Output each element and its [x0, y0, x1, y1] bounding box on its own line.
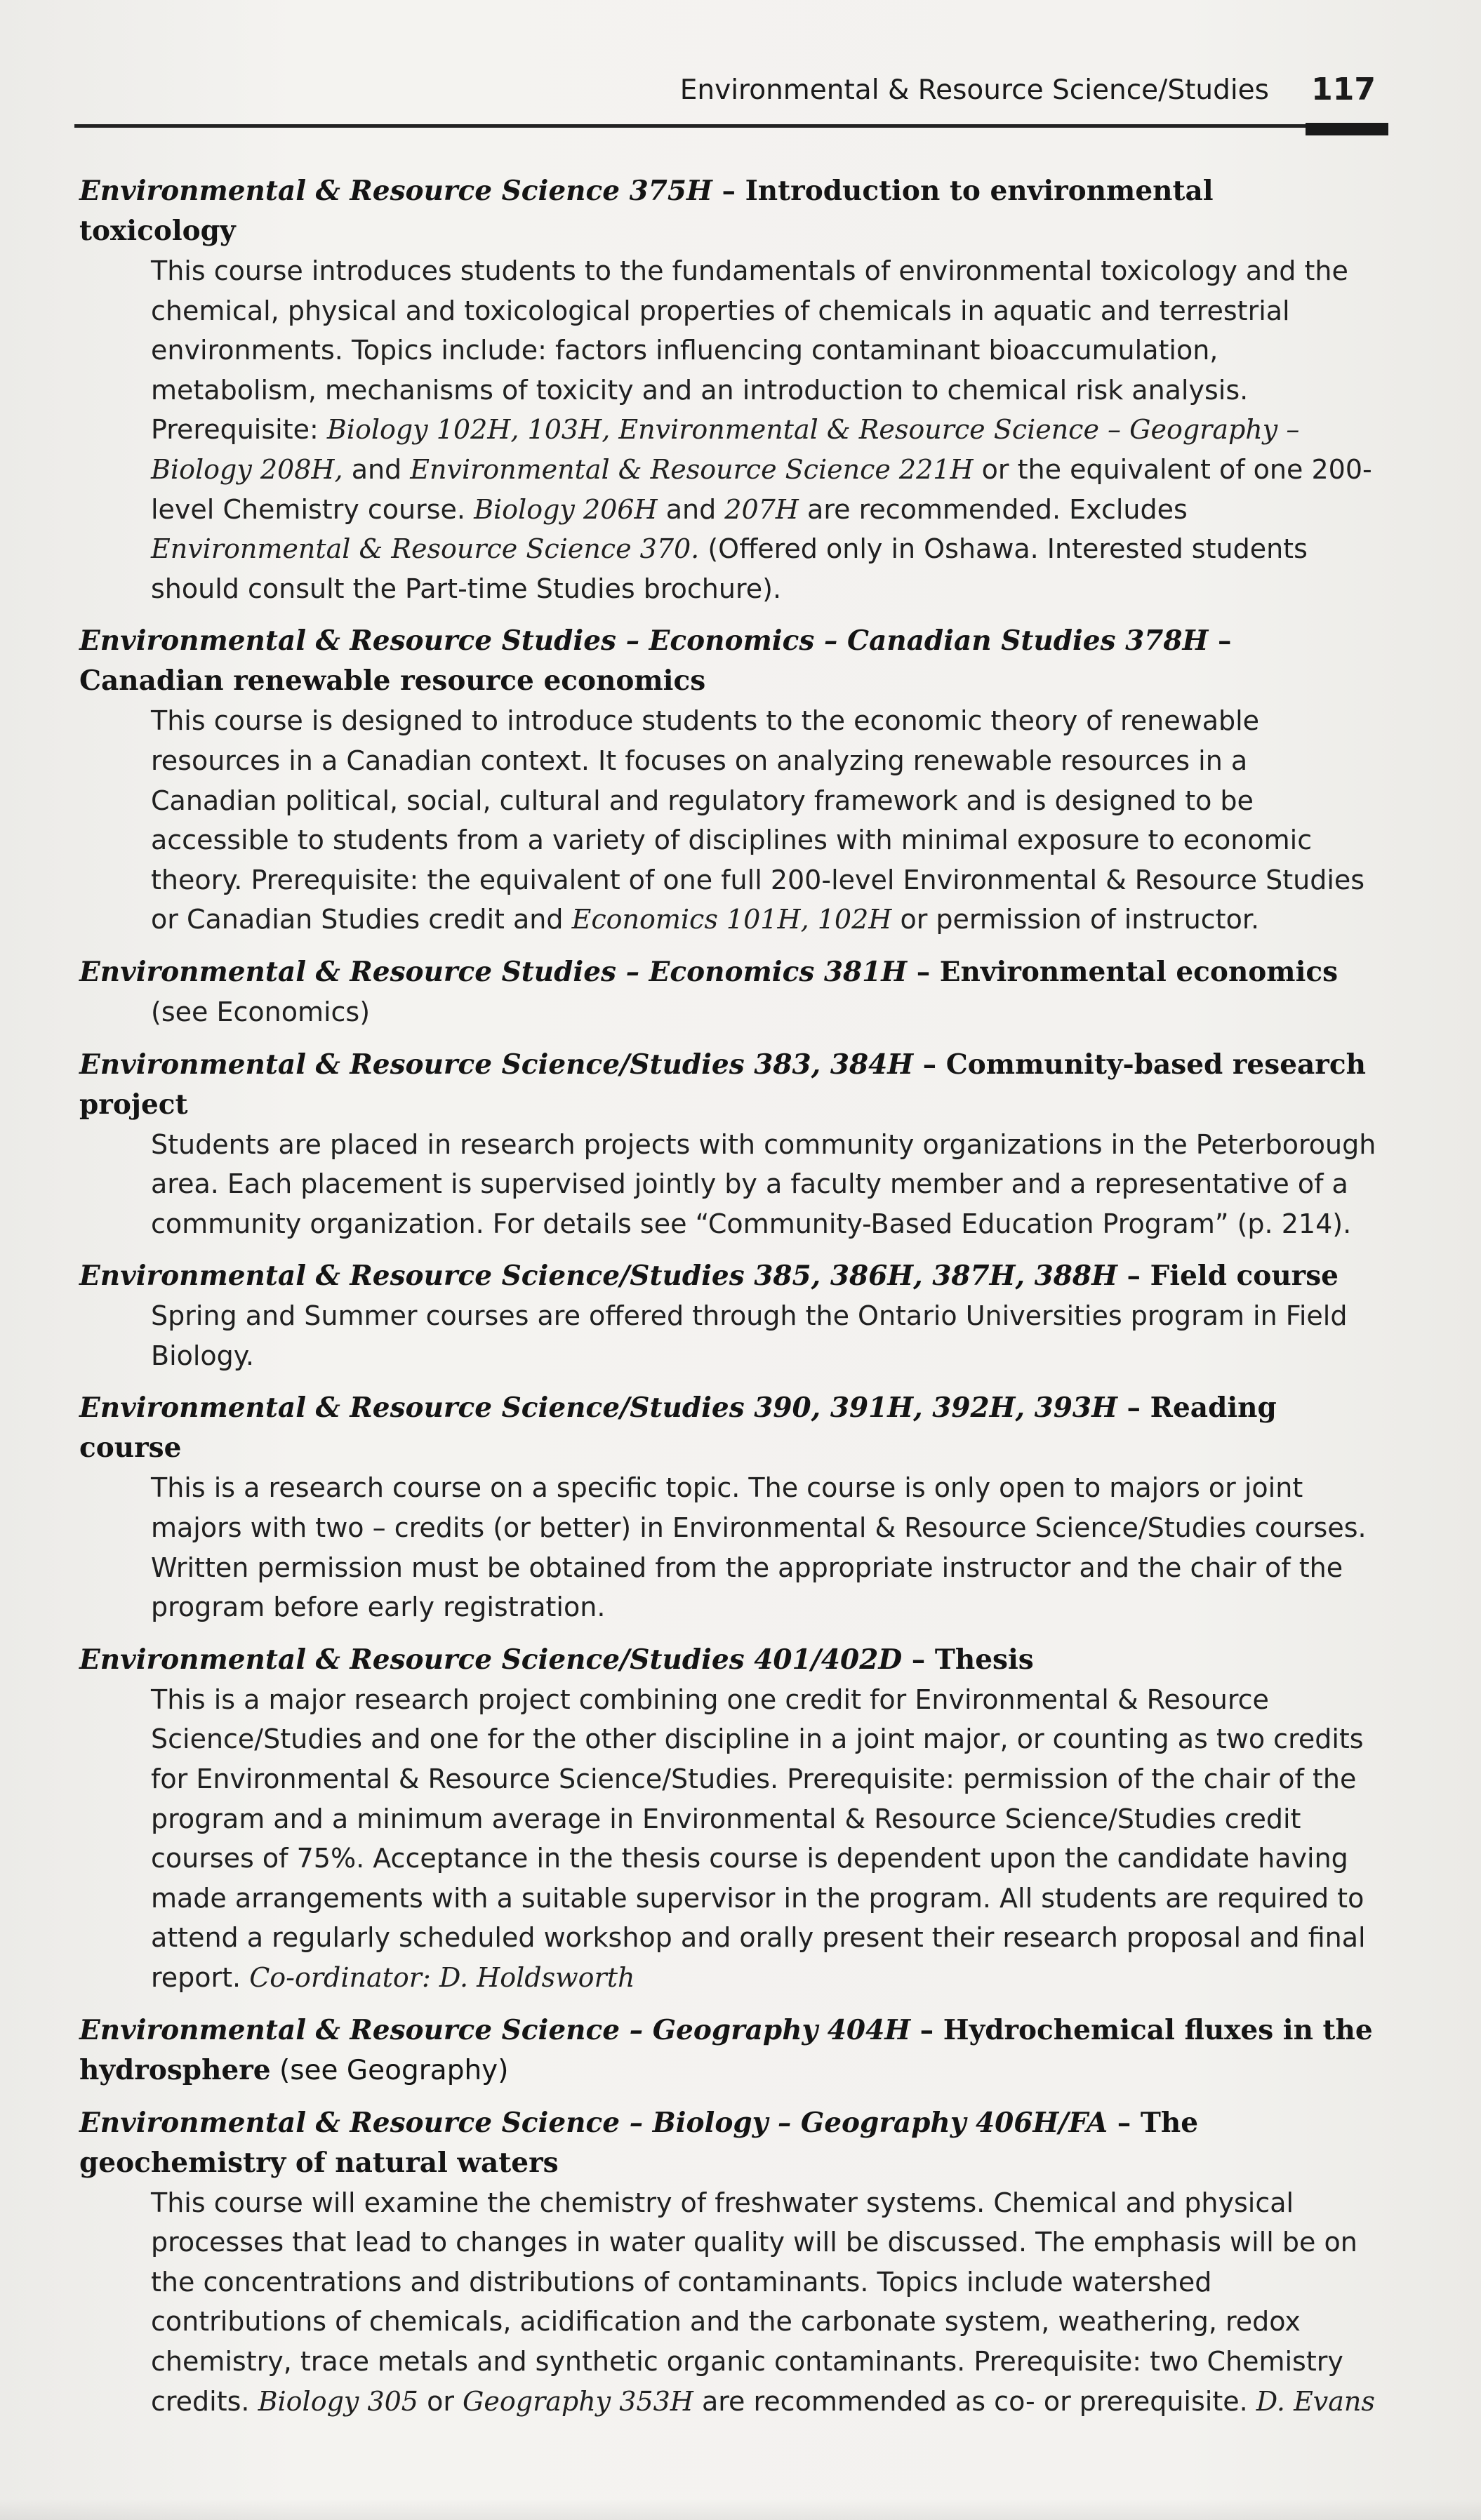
- heading-separator: –: [712, 175, 745, 207]
- heading-separator: –: [907, 955, 940, 988]
- course-heading: [79, 952, 1378, 992]
- course-description: [151, 992, 1378, 1032]
- heading-separator: –: [910, 2013, 943, 2046]
- description-text: Spring and Summer courses are offered through the Ontario Universities program in Field Biology.: [151, 1300, 1348, 1371]
- course-description: [151, 1680, 1378, 1998]
- description-text: This course is designed to introduce students to the economic theory of renewable resources in a Canadian context. It focuses on analyzing renewable resources in a Canadian political, social, cultural and regulatory framework and is designed to be accessible to students from a variety of disciplines with minimal exposure to economic theory. Prerequisite: the equivalent of one full 200-level Environmental & Resource Studies or Canadian Studies credit and: [151, 705, 1365, 935]
- italic-reference: Geography 353H: [463, 2385, 693, 2417]
- course-entry: [79, 2103, 1378, 2422]
- course-entry: [79, 621, 1378, 940]
- italic-reference: D. Evans: [1256, 2385, 1375, 2417]
- course-code: Environmental & Resource Science/Studies 385, 386H, 387H, 388H: [79, 1260, 1117, 1293]
- course-description: [151, 701, 1378, 940]
- course-code: Environmental & Resource Studies – Economics 381H: [79, 955, 908, 988]
- course-entry: [79, 1256, 1378, 1375]
- description-text: This course introduces students to the fundamentals of environmental toxicology and the chemical, physical and toxicological properties of chemicals in aquatic and terrestrial environments. Topics include: factors influencing contaminant bioaccumulation, metabolism, mechanisms of toxicity and an introduction to chemical risk analysis. Prerequisite:: [151, 255, 1348, 446]
- header-rule-tab: [1306, 123, 1388, 135]
- description-text: This is a research course on a specific topic. The course is only open to majors or joint majors with two – credits (or better) in Environmental & Resource Science/Studies courses. Written permission must be obtained from the appropriate instructor and the chair of the program before early registration.: [151, 1472, 1367, 1623]
- description-text: or the equivalent of one 200-level Chemistry course.: [151, 453, 1372, 525]
- course-listing: [79, 171, 1378, 2434]
- course-entry: [79, 1045, 1378, 1244]
- description-text: Students are placed in research projects with community organizations in the Peterborough area. Each placement is supervised jointly by a faculty member and a representative of a community organization. For details see “Community-Based Education Program” (p. 214).: [151, 1128, 1376, 1239]
- course-code: Environmental & Resource Science/Studies 390, 391H, 392H, 393H: [79, 1392, 1117, 1425]
- course-title: Introduction to environmental toxicology: [79, 175, 1214, 247]
- course-description: [151, 1125, 1378, 1244]
- course-description: [151, 2183, 1378, 2422]
- italic-reference: Environmental & Resource Science 370.: [151, 533, 700, 565]
- italic-reference: Biology 102H, 103H, Environmental & Resource Science – Geography – Biology 208H,: [151, 414, 1300, 485]
- course-entry: [79, 171, 1378, 608]
- course-code: Environmental & Resource Science 375H: [79, 175, 712, 207]
- heading-separator: –: [913, 1048, 946, 1081]
- course-code: Environmental & Resource Science – Geography 404H: [79, 2013, 911, 2046]
- course-code: Environmental & Resource Science/Studies 383, 384H: [79, 1048, 914, 1081]
- course-title: The geochemistry of natural waters: [79, 2106, 1199, 2179]
- running-head-title: Environmental & Resource Science/Studies: [679, 74, 1269, 106]
- cross-reference: (see Geography): [270, 2054, 509, 2086]
- heading-separator: –: [902, 1643, 935, 1676]
- course-entry: [79, 1388, 1378, 1627]
- course-heading: [79, 1045, 1378, 1125]
- course-heading: [79, 2011, 1378, 2091]
- course-heading: [79, 1388, 1378, 1468]
- course-heading: [79, 2103, 1378, 2183]
- course-entry: [79, 1640, 1378, 1998]
- course-entry: [79, 952, 1378, 1032]
- course-heading: [79, 1256, 1378, 1296]
- header-rule: [74, 124, 1388, 128]
- italic-reference: Biology 206H: [474, 493, 658, 525]
- course-title: Canadian renewable resource economics: [79, 665, 706, 698]
- description-text: and: [657, 493, 725, 525]
- page-number: 117: [1311, 72, 1376, 107]
- italic-reference: Biology 305: [258, 2385, 418, 2417]
- description-text: (see Economics): [151, 996, 371, 1027]
- italic-reference: Co-ordinator: D. Holdsworth: [249, 1962, 635, 1993]
- course-code: Environmental & Resource Science/Studies 401/402D: [79, 1643, 903, 1676]
- description-text: or permission of instructor.: [891, 904, 1260, 935]
- running-head: [70, 67, 1390, 116]
- scan-edge-shadow: [0, 2499, 1481, 2520]
- description-text: (Offered only in Oshawa. Interested students should consult the Part-time Studies brochure).: [151, 533, 1308, 604]
- course-heading: [79, 1640, 1378, 1680]
- italic-reference: Economics 101H, 102H: [571, 904, 892, 935]
- course-title: Thesis: [934, 1643, 1034, 1676]
- course-title: Community-based research project: [79, 1048, 1366, 1121]
- course-title: Environmental economics: [939, 955, 1339, 988]
- course-description: [151, 1468, 1378, 1627]
- description-text: This is a major research project combining one credit for Environmental & Resource Science/Studies and one for the other discipline in a joint major, or counting as two credits for Environmental & Resource Science/Studies. Prerequisite: permission of the chair of the program and a minimum average in Environmental & Resource Science/Studies credit courses of 75%. Acceptance in the thesis course is dependent upon the candidate having made arrangements with a suitable supervisor in the program. All students are required to attend a regularly scheduled workshop and orally present their research proposal and final report.: [151, 1684, 1366, 1993]
- course-entry: [79, 2011, 1378, 2091]
- description-text: or: [418, 2385, 463, 2417]
- description-text: are recommended as co- or prerequisite.: [693, 2385, 1256, 2417]
- description-text: are recommended. Excludes: [798, 493, 1188, 525]
- italic-reference: Environmental & Resource Science 221H: [410, 453, 974, 485]
- italic-reference: 207H: [724, 493, 799, 525]
- course-code: Environmental & Resource Studies – Economics – Canadian Studies 378H: [79, 625, 1209, 658]
- heading-separator: –: [1108, 2106, 1141, 2139]
- course-title: Field course: [1150, 1260, 1339, 1293]
- description-text: This course will examine the chemistry of freshwater systems. Chemical and physical processes that lead to changes in water quality will be discussed. The emphasis will be on the concentrations and distributions of contaminants. Topics include watershed contributions of chemicals, acidification and the carbonate system, weathering, redox chemistry, trace metals and synthetic organic contaminants. Prerequisite: two Chemistry credits.: [151, 2187, 1357, 2417]
- heading-separator: –: [1208, 625, 1232, 658]
- course-description: [151, 1296, 1378, 1375]
- course-heading: [79, 621, 1378, 701]
- course-heading: [79, 171, 1378, 251]
- course-title: Hydrochemical fluxes in the hydrosphere: [79, 2013, 1373, 2086]
- course-code: Environmental & Resource Science – Biology – Geography 406H/FA: [79, 2106, 1108, 2139]
- heading-separator: –: [1117, 1392, 1150, 1425]
- course-title: Reading course: [79, 1392, 1277, 1465]
- heading-separator: –: [1117, 1260, 1150, 1293]
- description-text: and: [343, 453, 411, 485]
- course-description: [151, 251, 1378, 608]
